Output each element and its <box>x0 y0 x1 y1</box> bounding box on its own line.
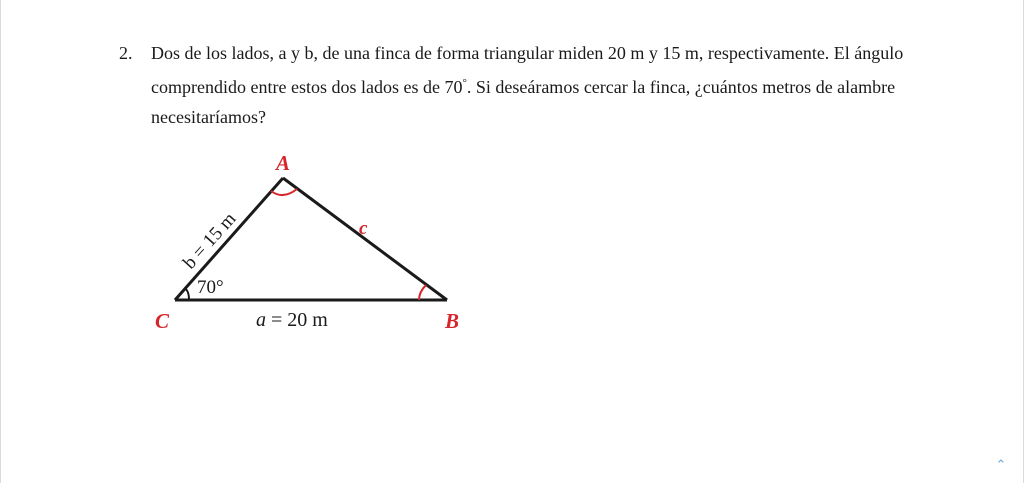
problem-text-part1: Dos de los lados, a y b, de una finca de forma triangular miden 20 m y 15 m, respectivamente. El ángulo comprendido entre estos dos lados es de <box>151 43 904 97</box>
triangle-diagram <box>151 148 481 340</box>
chevron-up-icon[interactable]: ⌃ <box>995 458 1007 473</box>
triangle-figure <box>151 148 481 340</box>
angle-unit: ° <box>462 77 467 89</box>
problem-text <box>151 38 909 132</box>
angle-b-arc <box>419 285 426 300</box>
problem-text-part2: . Si deseáramos cercar la finca, ¿cuántos metros de alambre necesitaríamos? <box>151 77 896 127</box>
problem-number: 2. <box>119 43 133 63</box>
side-a-letter: a <box>256 309 266 331</box>
problem-statement <box>119 38 909 132</box>
side-b-label: b = 15 m <box>179 208 241 274</box>
vertex-a-label: A <box>276 151 291 175</box>
angle-c-label: 70° <box>197 277 224 298</box>
vertex-c-label: C <box>155 309 170 333</box>
vertex-b-label: B <box>445 309 460 333</box>
angle-a-arc <box>271 189 297 195</box>
side-c-line <box>283 178 447 300</box>
side-a-value: = 20 m <box>271 309 328 331</box>
angle-value: 70 <box>444 77 463 97</box>
side-b-line <box>175 178 283 300</box>
side-c-label: c <box>359 218 368 239</box>
